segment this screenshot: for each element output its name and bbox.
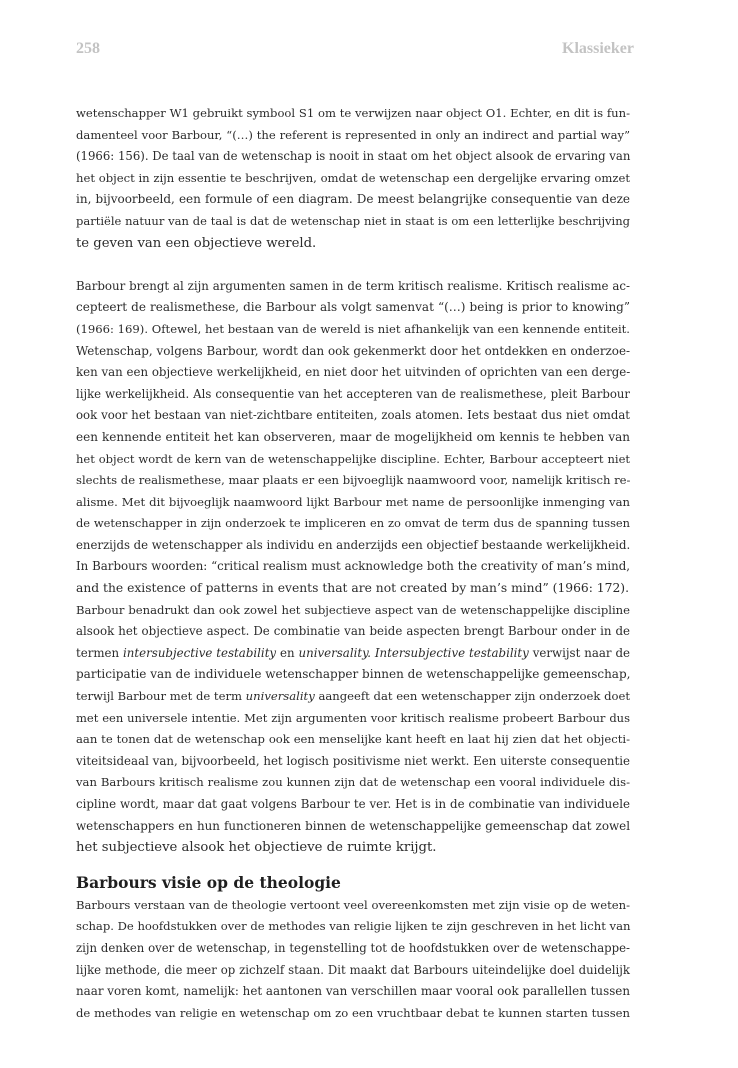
italic-term: universality. Intersubjective testability <box>298 645 529 660</box>
text-line: ook voor het bestaan van niet-zichtbare entiteiten, zoals atomen. Iets bestaat dus niet omdat <box>76 408 630 423</box>
text-line: partiële natuur van de taal is dat de wetenschap niet in staat is om een letterlijke beschrijving <box>76 213 630 228</box>
italic-term: universality <box>245 689 315 704</box>
text-line: damenteel voor Barbour, “(…) the referent is represented in only an indirect and partial way” <box>76 127 630 142</box>
running-head-title: Klassieker <box>562 40 634 57</box>
text-run: aangeeft dat een wetenschapper zijn onderzoek doet <box>314 689 631 704</box>
text-line: wetenschappers en hun functioneren binnen de wetenschappelijke gemeenschap dat zowel <box>76 818 630 833</box>
text-line: wetenschapper W1 gebruikt symbool S1 om te verwijzen naar object O1. Echter, en dit is fun- <box>76 106 630 120</box>
text-line: zijn denken over de wetenschap, in tegenstelling tot de hoofdstukken over de wetenschappe- <box>76 940 630 955</box>
text-line: alsook het objectieve aspect. De combinatie van beide aspecten brengt Barbour onder in de <box>76 624 630 639</box>
paragraph-3 <box>76 600 630 859</box>
text-run: terwijl Barbour met de term <box>76 689 246 704</box>
text-line: In Barbours woorden: “critical realism must acknowledge both the creativity of man’s mind, <box>76 559 630 574</box>
text-line: and the existence of patterns in events that are not created by man’s mind” (1966: 172). <box>76 581 629 596</box>
text-line: Barbours verstaan van de theologie vertoont veel overeenkomsten met zijn visie op de weten- <box>76 897 630 912</box>
text-line: de wetenschapper in zijn onderzoek te impliceren en zo omvat de term dus de spanning tussen <box>76 516 630 531</box>
text-line: alisme. Met dit bijvoeglijk naamwoord lijkt Barbour met name de persoonlijke inmenging van <box>76 494 630 509</box>
text-line: Barbour benadrukt dan ook zowel het subjectieve aspect van de wetenschappelijke discipline <box>76 602 630 617</box>
text-line: van Barbours kritisch realisme zou kunnen zijn dat de wetenschap een vooral individuele dis- <box>76 775 630 790</box>
text-line: (1966: 156). De taal van de wetenschap is nooit in staat om het object alsook de ervaring van <box>76 149 631 164</box>
paragraph-gap <box>76 254 630 276</box>
text-line: met een universele intentie. Met zijn argumenten voor kritisch realisme probeert Barbour dus <box>76 710 630 725</box>
text-line <box>76 643 630 665</box>
text-line: het object in zijn essentie te beschrijven, omdat de wetenschap een dergelijke ervaring omzet <box>76 170 630 185</box>
paragraph-1 <box>76 103 630 254</box>
text-line: participatie van de individuele wetenschapper binnen de wetenschappelijke gemeenschap, <box>76 667 631 682</box>
text-run: termen <box>76 645 124 660</box>
text-line: slechts de realismethese, maar plaats er een bijvoeglijk naamwoord voor, namelijk kritisch re- <box>76 473 631 488</box>
italic-term: intersubjective testability <box>123 645 277 660</box>
text-line: de methodes van religie en wetenschap om zo een vruchtbaar debat te kunnen starten tussen <box>76 1005 630 1020</box>
paragraph-2 <box>76 276 630 600</box>
text-line: lijke methode, die meer op zichzelf staan. Dit maakt dat Barbours uiteindelijke doel duidelijk <box>76 962 630 977</box>
text-line: schap. De hoofdstukken over de methodes van religie lijken te zijn geschreven in het licht van <box>76 919 631 934</box>
text-line: (1966: 169). Oftewel, het bestaan van de wereld is niet afhankelijk van een kennende entiteit. <box>76 321 630 336</box>
text-run: en <box>276 645 299 660</box>
text-line: Wetenschap, volgens Barbour, wordt dan ook gekenmerkt door het ontdekken en onderzoe- <box>76 343 630 358</box>
text-line: naar voren komt, namelijk: het aantonen van verschillen maar vooral ook parallellen tussen <box>76 984 630 999</box>
main-text <box>76 103 630 1024</box>
text-line: lijke werkelijkheid. Als consequentie van het accepteren van de realismethese, pleit Barbour <box>76 386 630 401</box>
text-line: enerzijds de wetenschapper als individu en anderzijds een objectief bestaande werkelijkheid. <box>76 537 631 552</box>
text-line: viteitsideaal van, bijvoorbeeld, het logisch positivisme niet werkt. Een uiterste consequentie <box>76 753 630 768</box>
text-line: het subjectieve alsook het objectieve de ruimte krijgt. <box>76 840 437 856</box>
text-line: te geven van een objectieve wereld. <box>76 235 317 251</box>
text-run: verwijst naar de <box>528 645 630 660</box>
section-heading: Barbours visie op de theologie <box>76 872 341 892</box>
text-line: ken van een objectieve werkelijkheid, en niet door het uitvinden of oprichten van een derge- <box>76 365 631 380</box>
text-line: het object wordt de kern van de wetenschappelijke discipline. Echter, Barbour accepteert niet <box>76 451 630 466</box>
paragraph-4 <box>76 895 630 1025</box>
text-line: Barbour brengt al zijn argumenten samen in de term kritisch realisme. Kritisch realisme ac- <box>76 278 630 293</box>
running-header <box>76 40 634 62</box>
page-number: 258 <box>76 40 100 57</box>
text-line: in, bijvoorbeeld, een formule of een diagram. De meest belangrijke consequentie van deze <box>76 192 630 207</box>
text-line: aan te tonen dat de wetenschap ook een menselijke kant heeft en laat hij zien dat het objecti- <box>76 732 630 747</box>
text-line: een kennende entiteit het kan observeren, maar de mogelijkheid om kennis te hebben van <box>76 429 630 444</box>
text-line <box>76 686 630 708</box>
text-line: cipline wordt, maar dat gaat volgens Barbour te ver. Het is in de combinatie van individuele <box>76 797 630 811</box>
text-line: cepteert de realismethese, die Barbour als volgt samenvat “(…) being is prior to knowing” <box>76 300 630 315</box>
